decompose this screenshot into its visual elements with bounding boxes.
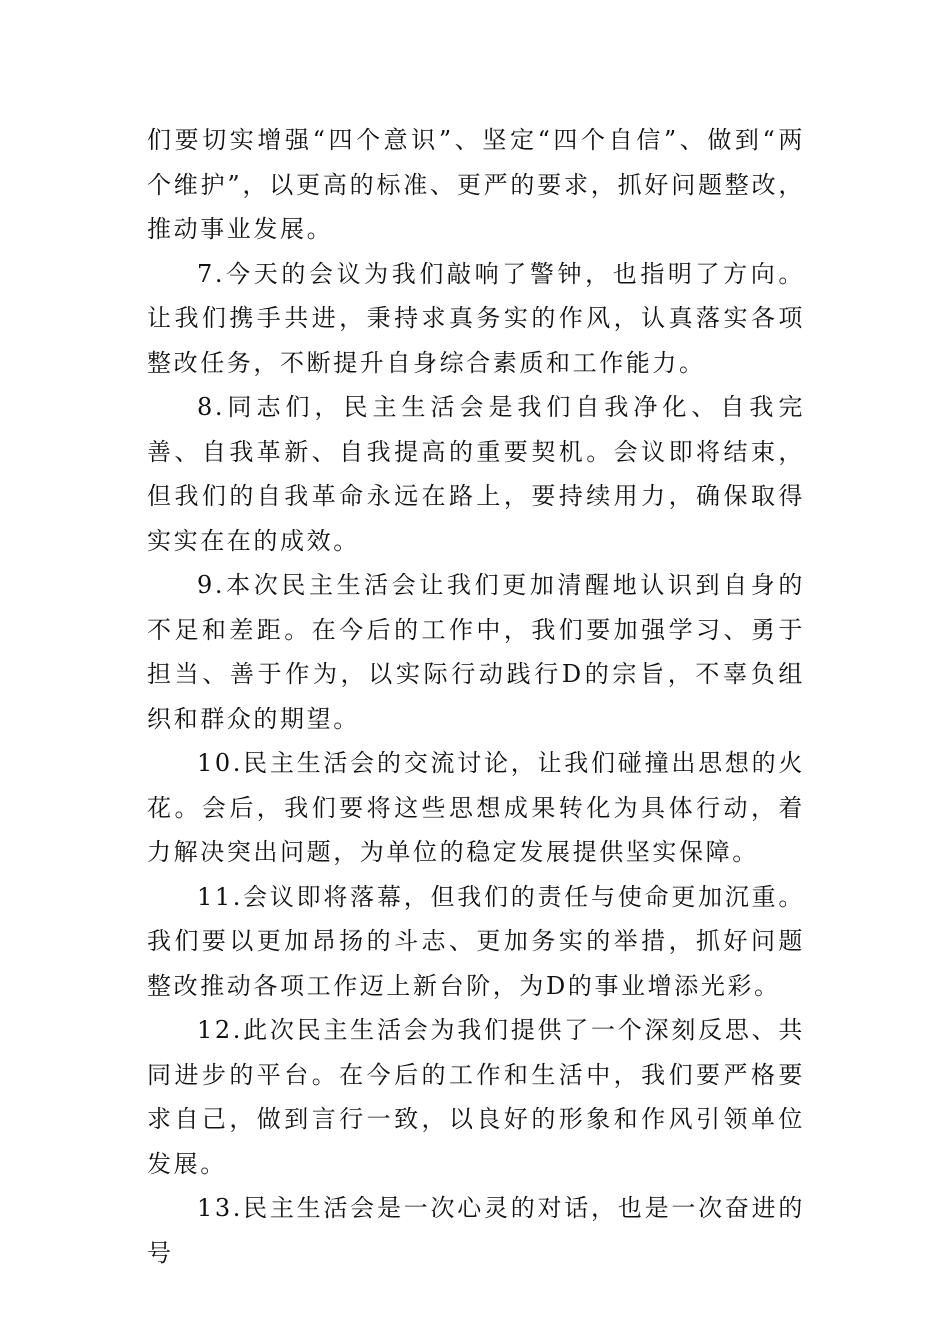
- paragraph-9: 9.本次民主生活会让我们更加清醒地认识到自身的不足和差距。在今后的工作中，我们要加强学习、勇于担当、善于作为，以实际行动践行D的宗旨，不辜负组织和群众的期望。: [147, 571, 805, 733]
- paragraph-10: 10.民主生活会的交流讨论，让我们碰撞出思想的火花。会后，我们要将这些思想成果转化为具体行动，着力解决突出问题，为单位的稳定发展提供坚实保障。: [147, 749, 805, 866]
- document-body: [147, 118, 805, 1275]
- paragraph-12: 12.此次民主生活会为我们提供了一个深刻反思、共同进步的平台。在今后的工作和生活中，我们要严格要求自己，做到言行一致，以良好的形象和作风引领单位发展。: [147, 1016, 805, 1178]
- paragraph-13: 13.民主生活会是一次心灵的对话，也是一次奋进的号: [147, 1194, 805, 1267]
- paragraph-7: 7.今天的会议为我们敲响了警钟，也指明了方向。让我们携手共进，秉持求真务实的作风，认真落实各项整改任务，不断提升自身综合素质和工作能力。: [147, 259, 805, 377]
- paragraph-11: 11.会议即将落幕，但我们的责任与使命更加沉重。我们要以更加昂扬的斗志、更加务实的举措，抓好问题整改推动各项工作迈上新台阶，为D的事业增添光彩。: [147, 882, 805, 1000]
- paragraph-continuation: 们要切实增强“四个意识”、坚定“四个自信”、做到“两个维护”，以更高的标准、更严的要求，抓好问题整改，推动事业发展。: [147, 126, 805, 243]
- paragraph-8: 8.同志们，民主生活会是我们自我净化、自我完善、自我革新、自我提高的重要契机。会议即将结束，但我们的自我革命永远在路上，要持续用力，确保取得实实在在的成效。: [147, 393, 805, 555]
